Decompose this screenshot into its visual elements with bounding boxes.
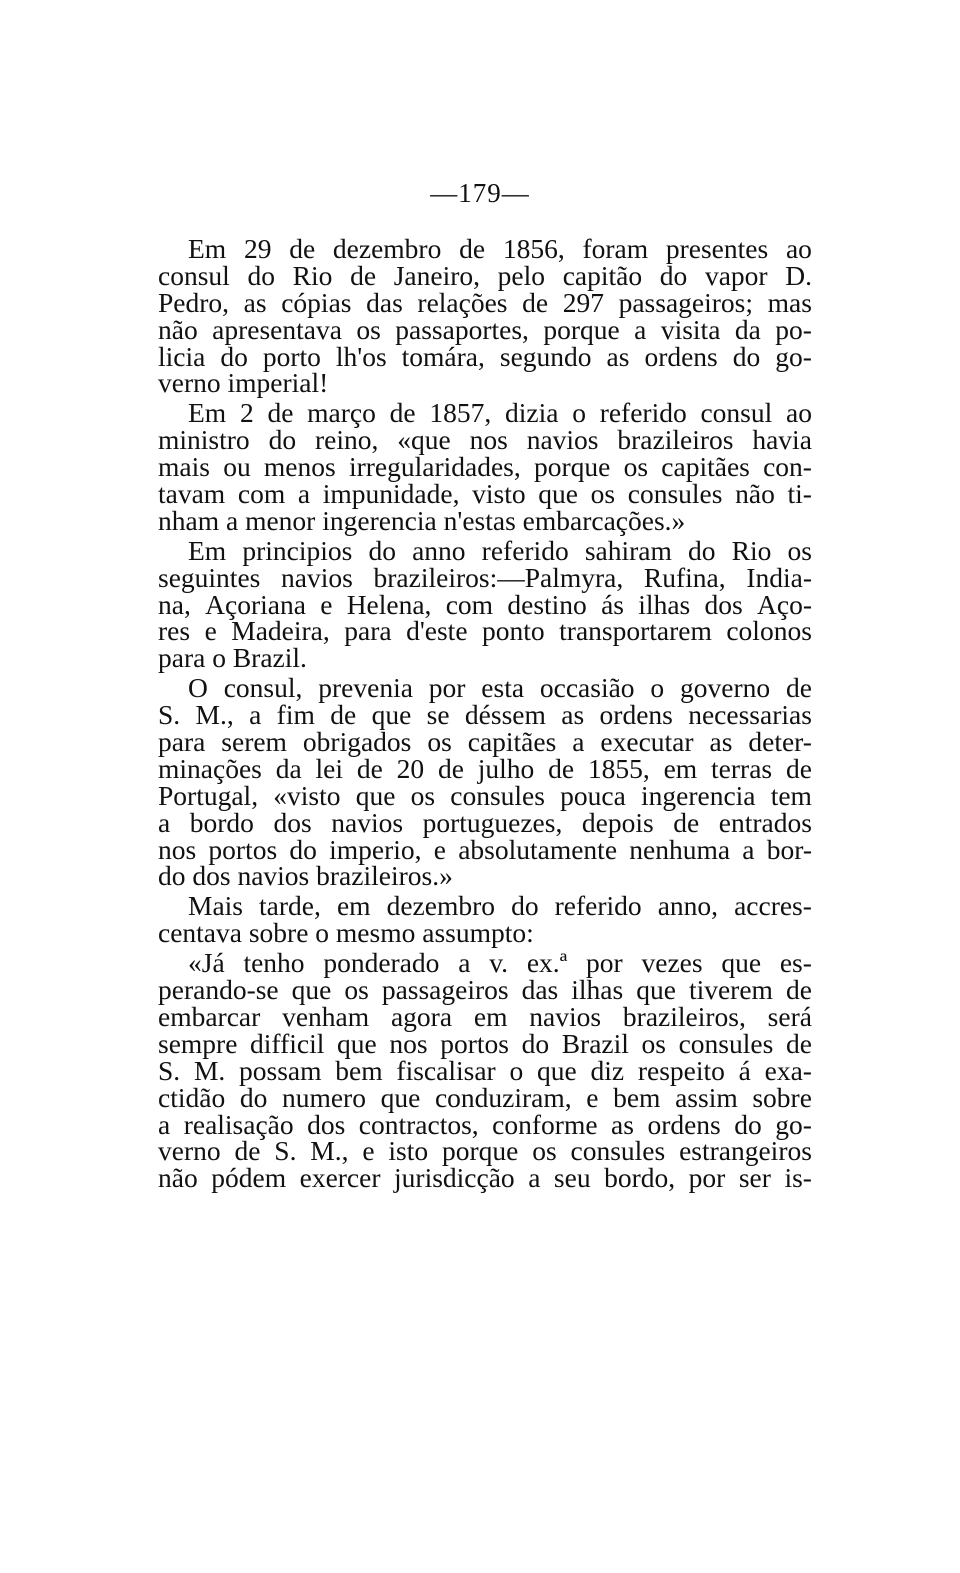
text-line: licia do porto lh'os tomára, segundo as ordens do go- bbox=[158, 340, 812, 372]
text-line: verno de S. M., e isto porque os consules estrangeiros bbox=[158, 1135, 812, 1167]
text-line: «Já tenho ponderado a v. ex.ª por vezes que es- bbox=[188, 947, 812, 979]
text-line: embarcar venham agora em navios brazileiros, será bbox=[158, 1000, 812, 1032]
text-line: verno imperial! bbox=[158, 367, 329, 399]
text-line: S. M. possam bem fiscalisar o que diz respeito á exa- bbox=[158, 1054, 812, 1086]
text-line: Portugal, «visto que os consules pouca ingerencia tem bbox=[158, 779, 812, 811]
text-line: O consul, prevenia por esta occasião o governo de bbox=[188, 672, 812, 704]
text-line: do dos navios brazileiros.» bbox=[158, 860, 453, 892]
text-line: res e Madeira, para d'este ponto transportarem colonos bbox=[158, 615, 812, 647]
text-line: nham a menor ingerencia n'estas embarcações.» bbox=[158, 504, 686, 536]
text-line: minações da lei de 20 de julho de 1855, em terras de bbox=[158, 752, 812, 784]
text-line: para serem obrigados os capitães a executar as deter- bbox=[158, 726, 812, 758]
body-text bbox=[158, 233, 812, 1194]
text-line: tavam com a impunidade, visto que os consules não ti- bbox=[158, 478, 812, 510]
text-line: a realisação dos contractos, conforme as ordens do go- bbox=[158, 1108, 812, 1140]
paragraph bbox=[158, 672, 812, 892]
paragraph bbox=[158, 947, 812, 1194]
text-line: perando-se que os passageiros das ilhas que tiverem de bbox=[158, 974, 812, 1006]
text-line: não apresentava os passaportes, porque a visita da po- bbox=[158, 313, 812, 345]
text-line: para o Brazil. bbox=[158, 642, 307, 674]
text-line: S. M., a fim de que se déssem as ordens necessarias bbox=[158, 699, 812, 731]
text-line: nos portos do imperio, e absolutamente nenhuma a bor- bbox=[158, 833, 812, 865]
text-line: consul do Rio de Janeiro, pelo capitão do vapor D. bbox=[158, 259, 812, 291]
text-line: centava sobre o mesmo assumpto: bbox=[158, 917, 534, 949]
text-line: Em 2 de março de 1857, dizia o referido consul ao bbox=[188, 397, 812, 429]
text-line: sempre difficil que nos portos do Brazil os consules de bbox=[158, 1027, 812, 1059]
text-line: ctidão do numero que conduziram, e bem assim sobre bbox=[158, 1081, 812, 1113]
paragraph bbox=[158, 397, 812, 536]
paragraph bbox=[158, 534, 812, 674]
text-line: Pedro, as cópias das relações de 297 passageiros; mas bbox=[158, 286, 812, 318]
text-line: Em 29 de dezembro de 1856, foram presentes ao bbox=[188, 233, 812, 264]
text-line: seguintes navios brazileiros:—Palmyra, Rufina, India- bbox=[158, 561, 812, 593]
text-line: Mais tarde, em dezembro do referido anno, accres- bbox=[188, 890, 812, 922]
page-number: —179— bbox=[430, 178, 530, 208]
paragraph bbox=[158, 233, 812, 399]
text-line: mais ou menos irregularidades, porque os capitães con- bbox=[158, 451, 812, 483]
text-line: ministro do reino, «que nos navios brazileiros havia bbox=[158, 424, 812, 456]
paragraph bbox=[158, 890, 812, 949]
text-line: na, Açoriana e Helena, com destino ás ilhas dos Aço- bbox=[158, 588, 812, 620]
text-line: a bordo dos navios portuguezes, depois de entrados bbox=[158, 806, 812, 838]
text-line: não pódem exercer jurisdicção a seu bordo, por ser is- bbox=[158, 1162, 812, 1194]
text-line: Em principios do anno referido sahiram do Rio os bbox=[188, 534, 812, 566]
